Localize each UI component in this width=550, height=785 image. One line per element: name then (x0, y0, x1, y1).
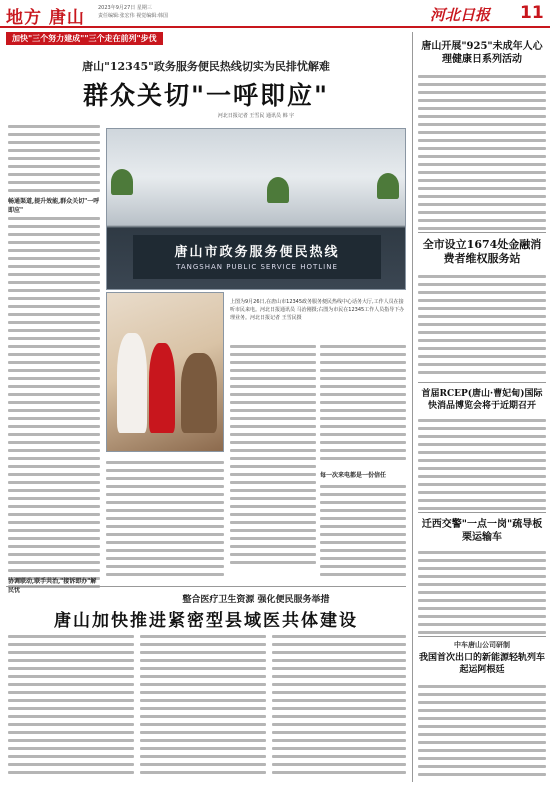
lead-text-col2 (106, 456, 224, 578)
right-headline-4: 迁西交警"一点一岗"疏导板栗运输车 (421, 519, 543, 543)
section-title: 地方 唐山 (6, 8, 85, 28)
issue-meta (98, 4, 168, 20)
sign-title-cn: 唐山市政务服务便民热线 (174, 245, 340, 260)
right-divider (418, 636, 546, 637)
lead-kicker: 唐山"12345"政务服务便民热线切实为民排忧解难 (82, 60, 330, 73)
right-divider (418, 232, 546, 233)
right-headline-5: 我国首次出口的新能源轻轨列车起运阿根廷 (418, 653, 545, 675)
person-figure (149, 343, 175, 433)
masthead (0, 0, 550, 28)
lead-text-col4 (320, 340, 406, 468)
right-headline-2: 全市设立1674处金融消费者维权服务站 (422, 238, 542, 265)
lead-subhead-4: 协调联动,联手共治,"接诉即办"解民忧 (8, 578, 97, 594)
bottom-text-col2 (140, 630, 266, 780)
plant-decoration (377, 173, 399, 199)
lead-subhead-3: 每一次来电都是一份信任 (320, 472, 387, 479)
editor-credit: 责任编辑:张宏伟 视觉编辑:韩国 (98, 13, 168, 19)
lead-byline: 河北日报记者 王雪民 通讯员 韩 宇 (217, 113, 295, 119)
lead-text-col4b (320, 480, 406, 580)
plant-decoration (267, 177, 289, 203)
lead-headline: 群众关切"一呼即应" (82, 81, 330, 110)
newspaper-logo: 河北日报 (430, 6, 491, 24)
bottom-text-col3 (272, 630, 406, 780)
right-headline-1: 唐山开展"925"未成年人心理健康日系列活动 (421, 41, 543, 65)
bottom-headline: 唐山加快推进紧密型县域医共体建设 (54, 611, 358, 631)
right-divider (418, 382, 546, 383)
right-text-4 (418, 546, 546, 634)
lead-text-col3 (230, 340, 316, 572)
page-number: 11 (520, 3, 544, 23)
plant-decoration (111, 169, 133, 195)
campaign-banner: 加快"三个努力建成""三个走在前列"步伐 (6, 32, 163, 45)
right-text-1 (418, 70, 546, 230)
lead-subhead-1: 畅通渠道,提升效能,群众关切"一呼即应" (8, 198, 100, 214)
right-headline-3: 首届RCEP(唐山·曹妃甸)国际快消品博览会将于近期召开 (421, 389, 543, 411)
issue-date: 2023年9月27日 星期三 (98, 5, 152, 11)
person-figure (117, 333, 147, 433)
right-text-3 (418, 414, 546, 510)
service-desk-photo (106, 292, 224, 452)
right-divider (418, 512, 546, 513)
bottom-text-col1 (8, 630, 134, 780)
right-text-2 (418, 270, 546, 380)
section-divider (6, 586, 406, 587)
sign-title-en: TANGSHAN PUBLIC SERVICE HOTLINE (176, 263, 338, 271)
hotline-center-photo (106, 128, 406, 290)
right-kicker-5: 中车唐山公司研制 (454, 640, 510, 649)
lead-text-col1-top (8, 120, 100, 192)
right-text-5 (418, 680, 546, 780)
person-figure (181, 353, 217, 433)
hotline-sign (133, 235, 381, 279)
photo-caption: 上图为9月26日,在唐山市12345政务服务便民热线中心话务大厅,工作人员在接听市民来电。河北日报通讯员 马治刚摄;右图为市民在12345工作人员指导下办理业务。河北日报记者 王雪民摄 (230, 299, 405, 321)
lead-text-col1 (8, 212, 100, 592)
column-divider (412, 32, 413, 782)
bottom-kicker: 整合医疗卫生资源 强化便民服务举措 (182, 595, 330, 605)
